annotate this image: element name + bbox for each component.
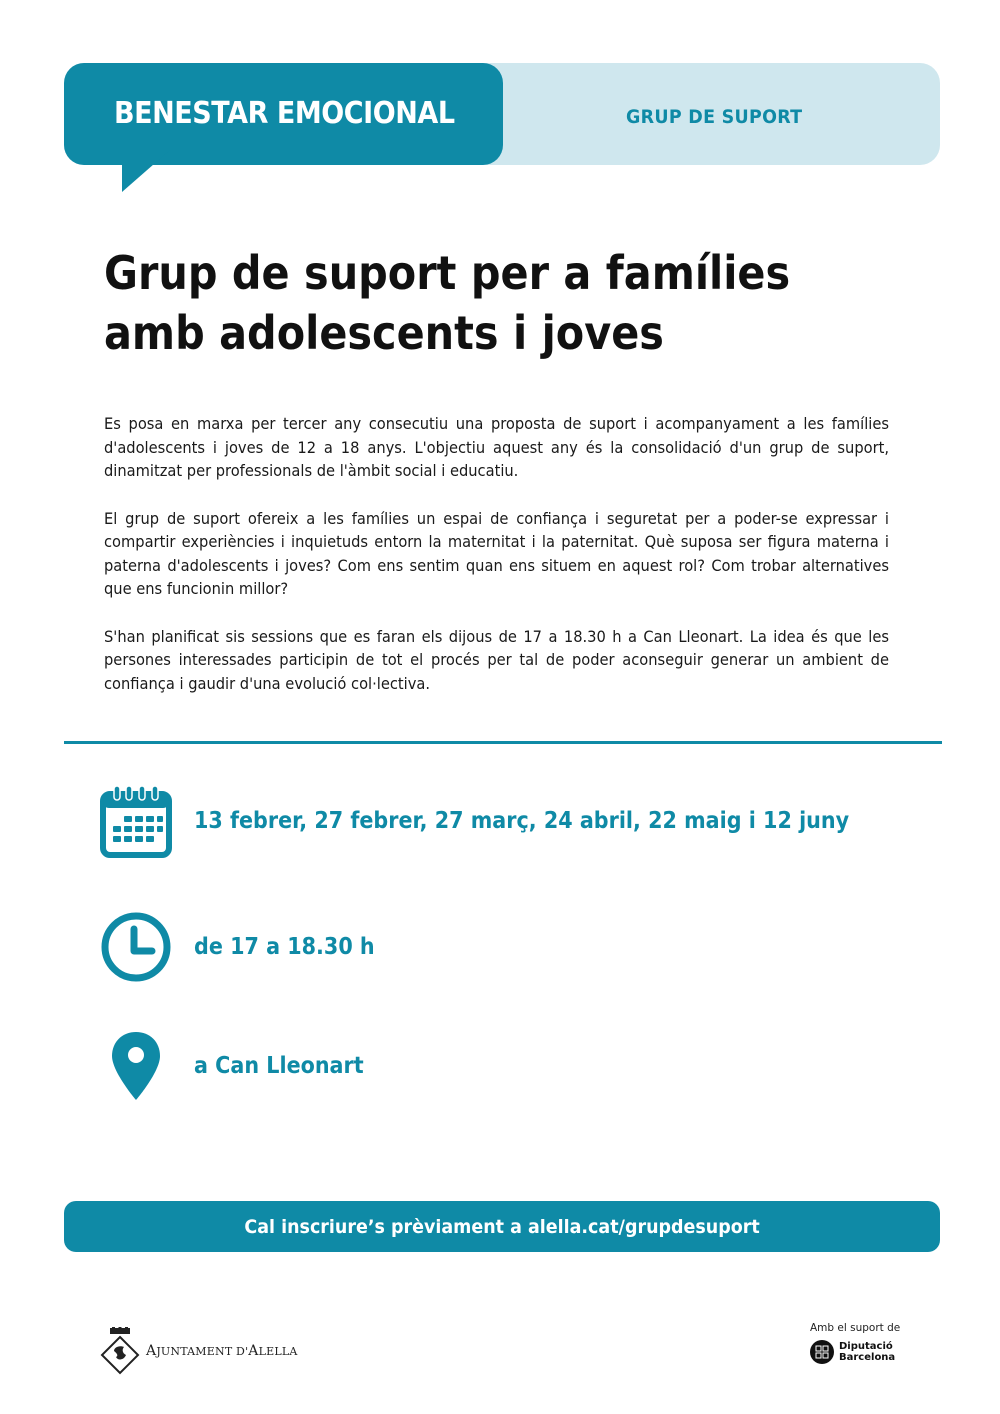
speech-bubble-tail [122, 150, 170, 192]
diputacio-emblem-icon [810, 1340, 834, 1364]
dates-text: 13 febrer, 27 febrer, 27 març, 24 abril, 22 maig i 12 juny [194, 808, 850, 834]
page-title-line-1: Grup de suport per a famílies [104, 246, 791, 300]
page-title-line-2: amb adolescents i joves [104, 306, 664, 360]
clock-icon [100, 911, 172, 983]
dates-row [100, 784, 922, 858]
ajuntament-logo [100, 1327, 298, 1375]
place-text: a Can Lleonart [194, 1053, 364, 1079]
body-paragraph-1: Es posa en marxa per tercer any consecutiu una proposta de suport i acompanyament a les famílies d'adolescents i joves de 12 a 18 anys. L'objectiu aquest any és la consolidació d'un grup de suport, dinamitzat per professionals de l'àmbit social i educatiu. [104, 414, 889, 480]
ajuntament-name: AJUNTAMENT D'ALELLA [146, 1343, 298, 1359]
calendar-icon [100, 784, 172, 858]
diputacio-name: Diputació Barcelona [839, 1341, 896, 1363]
body-text [104, 412, 889, 719]
diputacio-logo [810, 1340, 895, 1364]
body-paragraph-2: El grup de suport ofereix a les famílies un espai de confiança i seguretat per a poder-se expressar i compartir experiències i inquietuds entorn la maternitat i la paternitat. Què suposa ser figura materna i paterna d'adolescents i joves? Com ens sentim quan ens situem en aquest rol? Com trobar alternatives que ens funcionin millor? [104, 508, 889, 598]
ajuntament-crest-icon [100, 1327, 140, 1375]
place-row [110, 1030, 382, 1102]
support-label: Amb el suport de [810, 1322, 901, 1334]
registration-text: Cal inscriure’s prèviament a alella.cat/grupdesuport [244, 1215, 760, 1238]
registration-banner[interactable] [64, 1201, 940, 1252]
time-row [100, 911, 395, 983]
page-title [104, 243, 842, 363]
header-subcategory: GRUP DE SUPORT [626, 106, 803, 128]
body-paragraph-3: S'han planificat sis sessions que es faran els dijous de 17 a 18.30 h a Can Lleonart. La idea és que les persones interessades participin de tot el procés per tal de poder aconseguir generar un ambient de confiança i gaudir d'una evolució col·lectiva. [104, 626, 889, 693]
time-text: de 17 a 18.30 h [194, 934, 375, 960]
header-category: BENESTAR EMOCIONAL [114, 96, 455, 131]
location-pin-icon [110, 1030, 162, 1102]
section-divider [64, 741, 942, 744]
